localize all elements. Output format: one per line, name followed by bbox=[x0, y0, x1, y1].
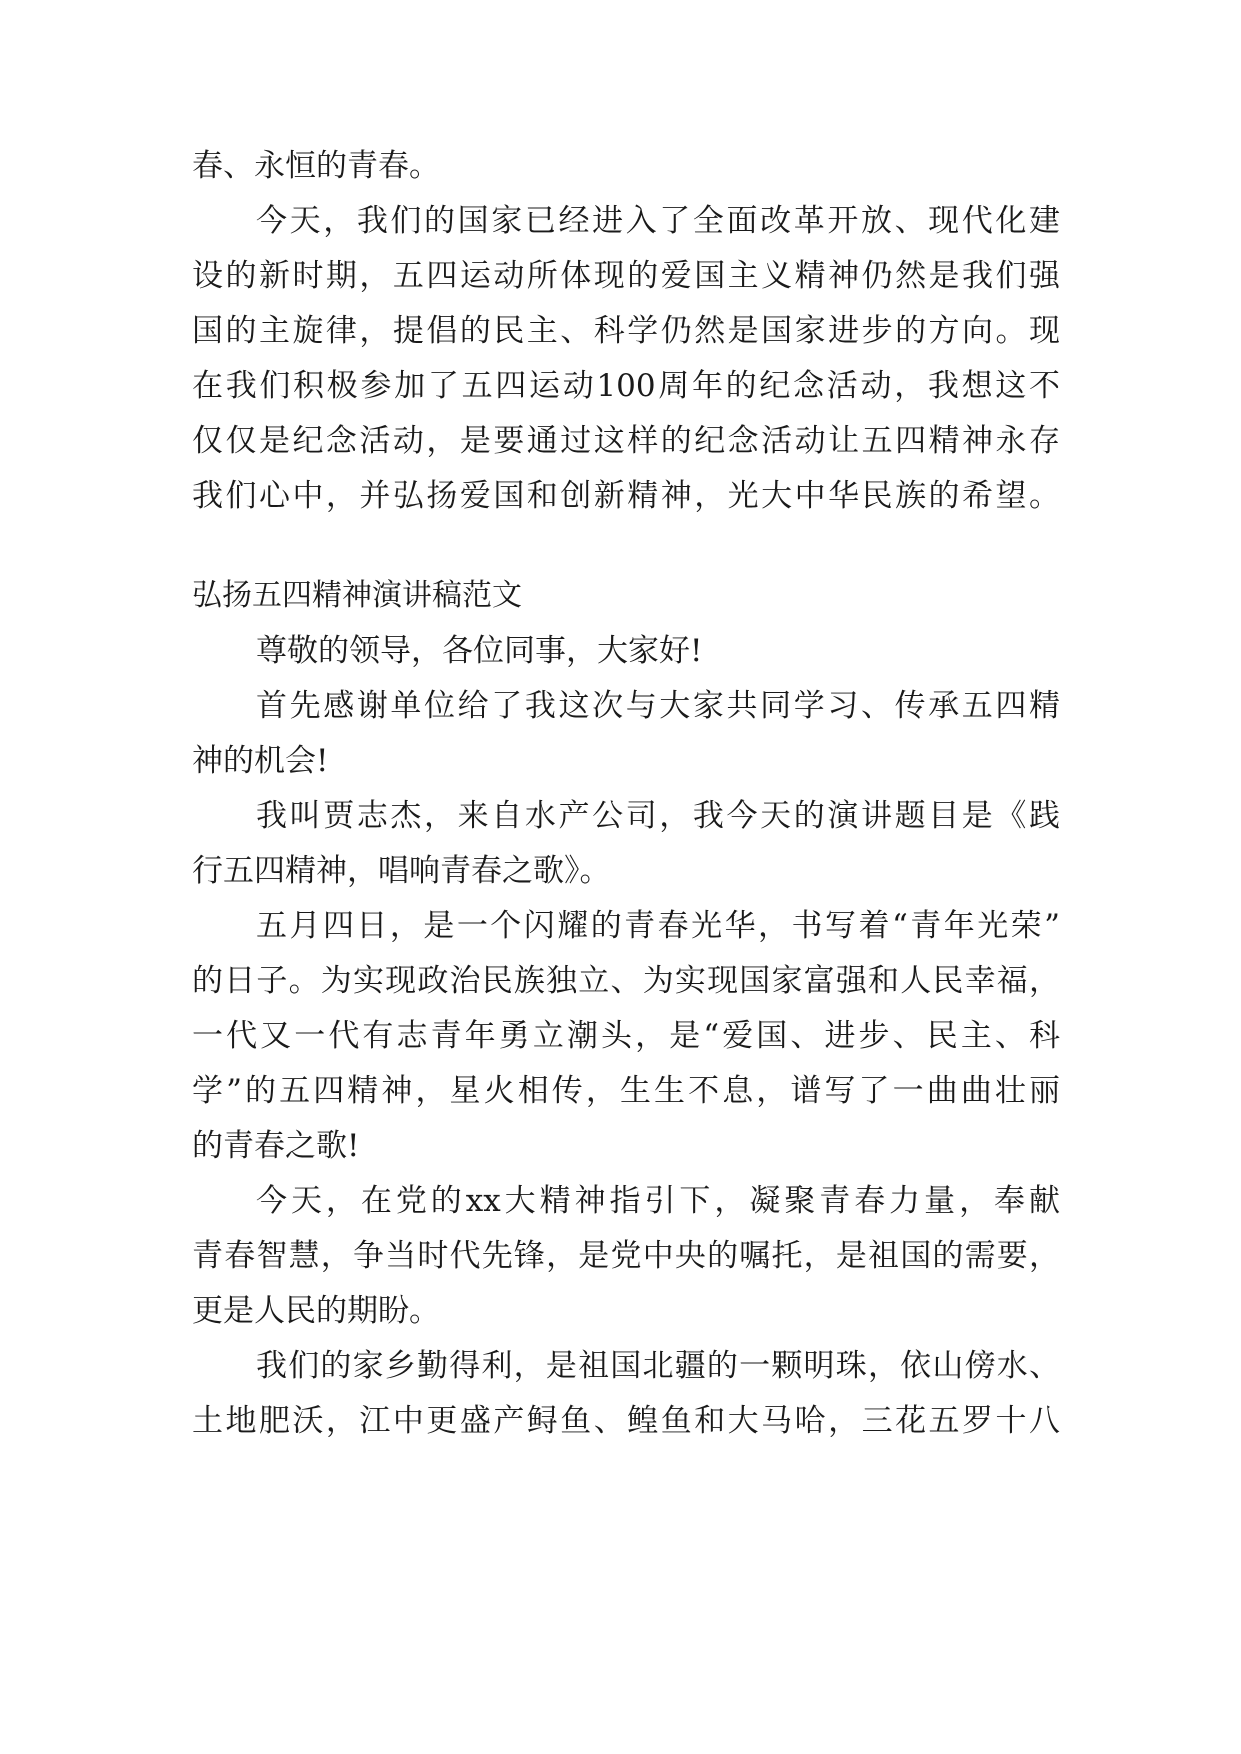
text-line: 行五四精神，唱响青春之歌》。 bbox=[192, 853, 611, 889]
text-line: 尊敬的领导，各位同事，大家好! bbox=[256, 633, 703, 669]
text-line: 学”的五四精神，星火相传，生生不息，谱写了一曲曲壮丽 bbox=[192, 1073, 1060, 1109]
section-title: 弘扬五四精神演讲稿范文 bbox=[192, 578, 522, 613]
text-line: 国的主旋律，提倡的民主、科学仍然是国家进步的方向。现 bbox=[192, 313, 1060, 349]
text-line: 设的新时期，五四运动所体现的爱国主义精神仍然是我们强 bbox=[192, 258, 1060, 294]
text-line: 首先感谢单位给了我这次与大家共同学习、传承五四精 bbox=[256, 688, 1060, 724]
text-line: 我叫贾志杰，来自水产公司，我今天的演讲题目是《践 bbox=[256, 798, 1060, 834]
text-line: 神的机会! bbox=[192, 743, 329, 779]
text-line: 一代又一代有志青年勇立潮头，是“爱国、进步、民主、科 bbox=[192, 1018, 1060, 1054]
text-line: 的日子。为实现政治民族独立、为实现国家富强和人民幸福， bbox=[192, 963, 1060, 999]
text-line: 今天，我们的国家已经进入了全面改革开放、现代化建 bbox=[256, 203, 1060, 239]
text-line: 仅仅是纪念活动，是要通过这样的纪念活动让五四精神永存 bbox=[192, 423, 1060, 459]
text-line: 更是人民的期盼。 bbox=[192, 1293, 440, 1329]
text-line: 的青春之歌! bbox=[192, 1128, 360, 1164]
text-line: 春、永恒的青春。 bbox=[192, 148, 440, 184]
text-line: 青春智慧，争当时代先锋，是党中央的嘱托，是祖国的需要， bbox=[192, 1238, 1060, 1274]
text-line: 在我们积极参加了五四运动100周年的纪念活动，我想这不 bbox=[192, 368, 1060, 404]
text-line: 我们的家乡勤得利，是祖国北疆的一颗明珠，依山傍水、 bbox=[256, 1348, 1060, 1384]
text-line: 五月四日，是一个闪耀的青春光华，书写着“青年光荣” bbox=[256, 908, 1060, 944]
text-line: 我们心中，并弘扬爱国和创新精神，光大中华民族的希望。 bbox=[192, 478, 1060, 514]
text-line: 今天，在党的xx大精神指引下，凝聚青春力量，奉献 bbox=[256, 1183, 1060, 1219]
text-line: 土地肥沃，江中更盛产鲟鱼、鳇鱼和大马哈，三花五罗十八 bbox=[192, 1403, 1060, 1439]
